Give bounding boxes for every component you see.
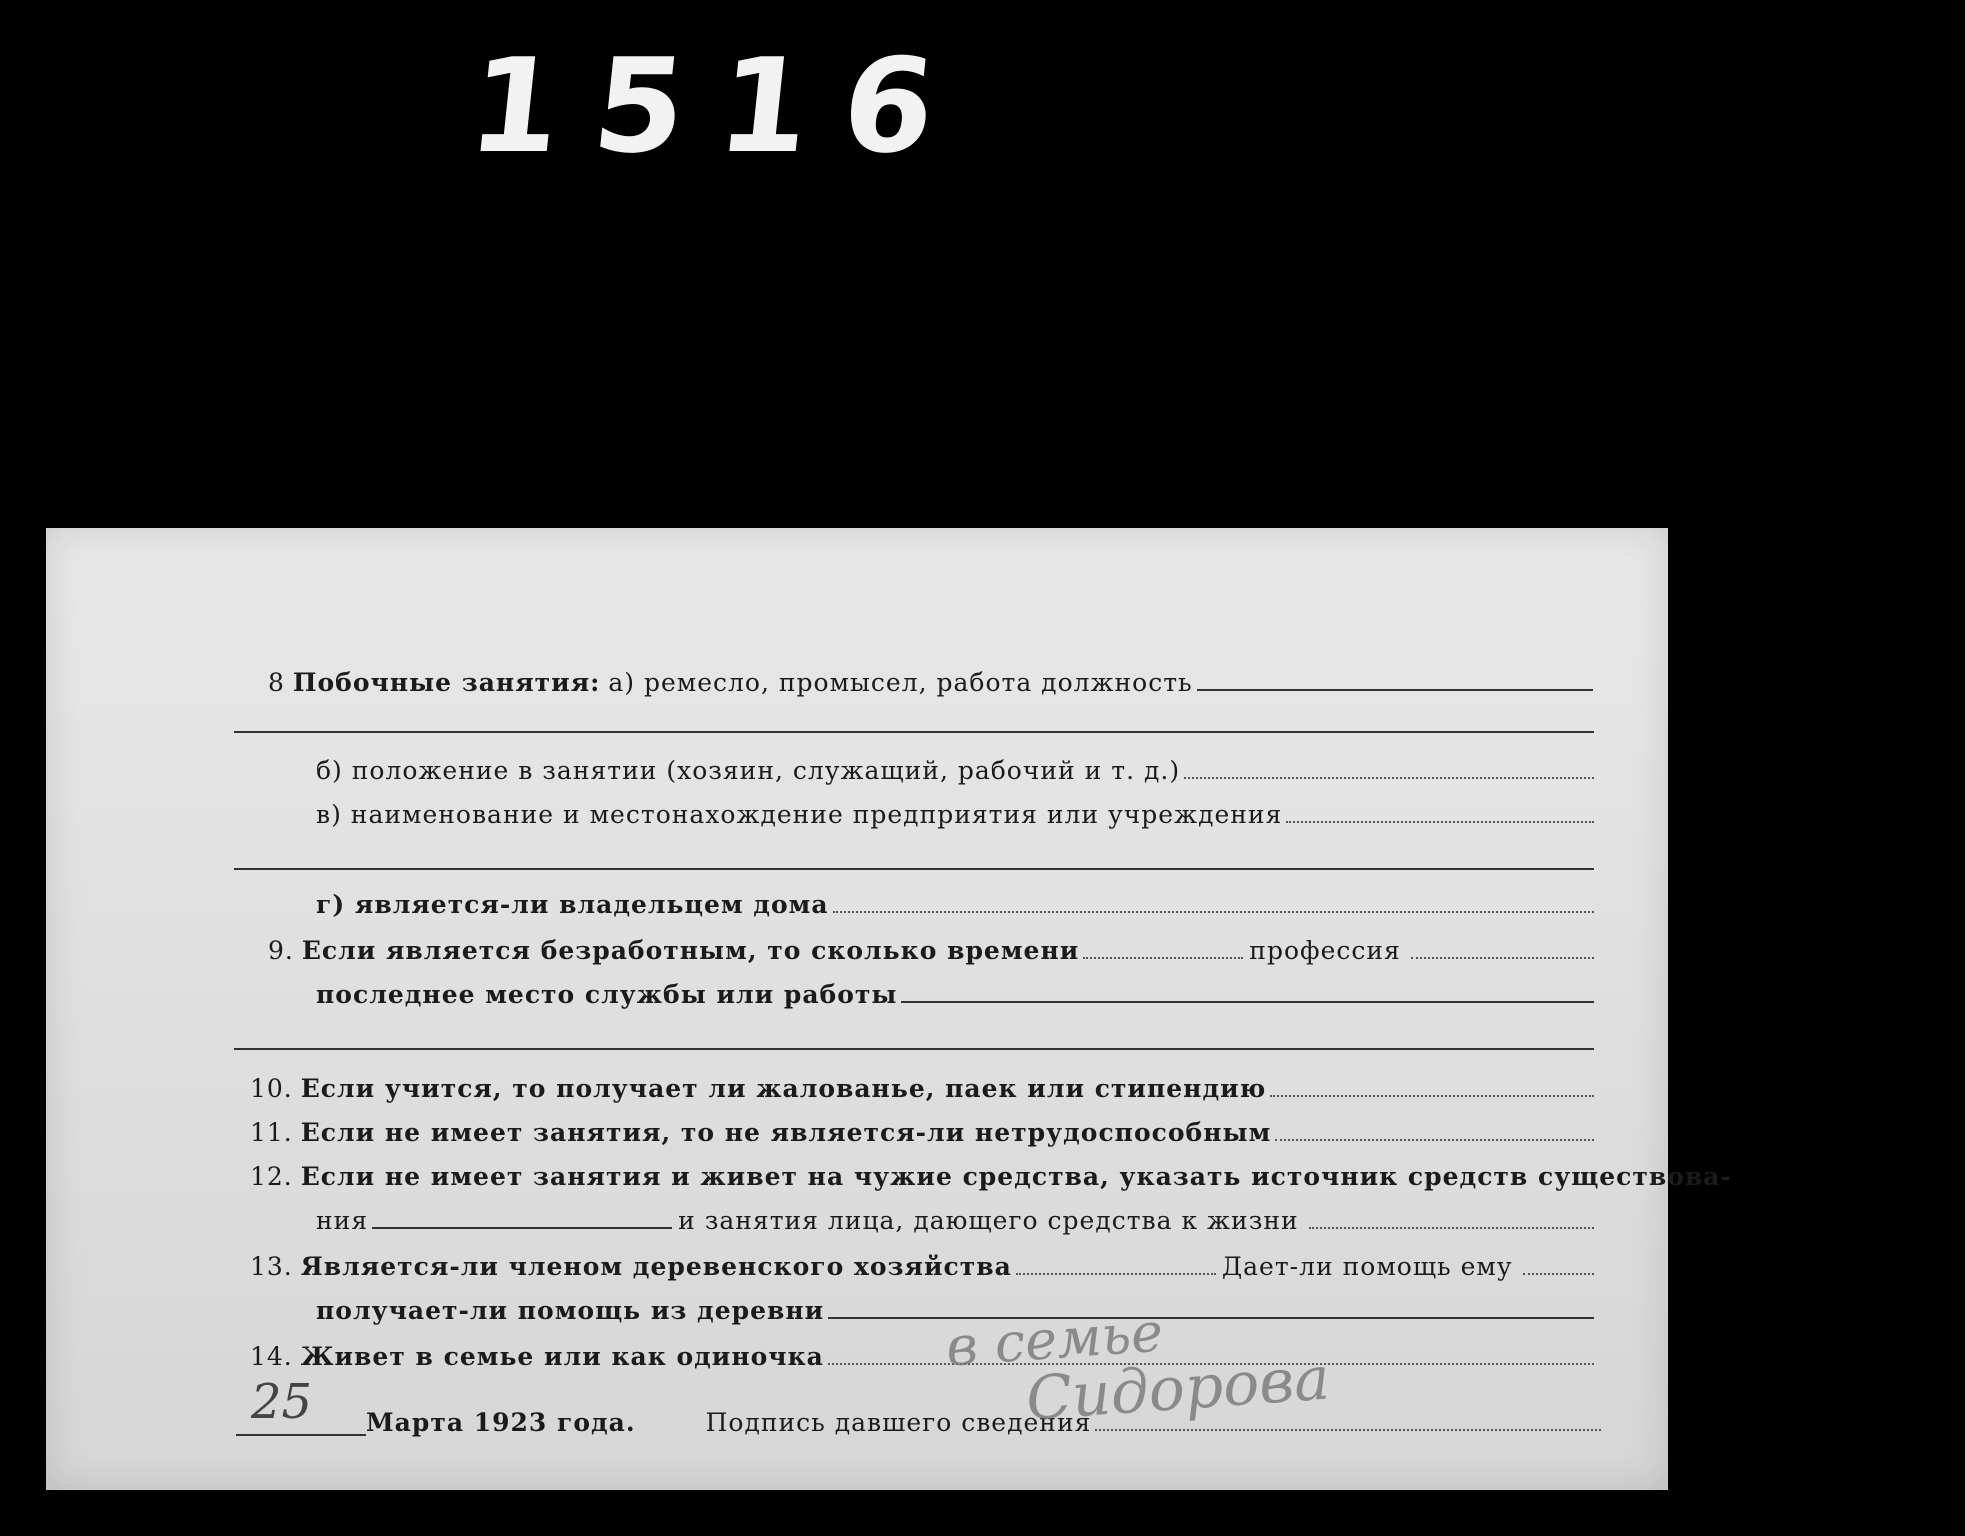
q12b-start: ния <box>316 1206 369 1235</box>
q8-number: 8 <box>268 668 285 697</box>
q13b-field <box>828 1299 1594 1319</box>
frame-number: 1516 <box>462 30 976 182</box>
q9-continuation-line <box>234 1048 1594 1050</box>
date-text: Марта 1923 года. <box>366 1408 636 1437</box>
q9-time-field <box>1083 939 1243 959</box>
question-8g <box>316 890 1594 919</box>
q14-label: Живет в семье или как одиночка <box>300 1342 824 1371</box>
question-12b <box>316 1206 1594 1235</box>
q13-member-field <box>1016 1255 1216 1275</box>
question-11 <box>250 1118 1594 1147</box>
q10-number: 10. <box>250 1074 293 1103</box>
census-card <box>46 528 1732 1490</box>
q8b-field <box>1184 759 1594 779</box>
q10-label: Если учится, то получает ли жалованье, паек или стипендию <box>300 1074 1267 1103</box>
q12-label: Если не имеет занятия и живет на чужие средства, указать источник средств существова- <box>300 1162 1732 1191</box>
question-8b <box>316 756 1594 785</box>
q11-label: Если не имеет занятия, то не является-ли нетрудоспособным <box>300 1118 1272 1147</box>
q14-number: 14. <box>250 1342 293 1371</box>
q13b-label: получает-ли помощь из деревни <box>316 1296 825 1325</box>
q9-label: Если является безработным, то сколько времени <box>301 936 1080 965</box>
q8v-label: в) наименование и местонахождение предприятия или учреждения <box>316 800 1283 829</box>
q12-number: 12. <box>250 1162 293 1191</box>
q12b-label: и занятия лица, дающего средства к жизни <box>678 1206 1299 1235</box>
signature-label: Подпись давшего сведения <box>705 1408 1092 1437</box>
question-10 <box>250 1074 1594 1103</box>
q8v-field <box>1286 803 1594 823</box>
q9-number: 9. <box>268 936 294 965</box>
handwritten-signature: Сидорова <box>1023 1343 1333 1435</box>
q13-label: Является-ли членом деревенского хозяйства <box>300 1252 1012 1281</box>
q8-a-label: а) ремесло, промысел, работа должность <box>608 668 1193 697</box>
q10-field <box>1270 1077 1594 1097</box>
question-14 <box>250 1342 1594 1371</box>
q13-help-label: Дает-ли помощь ему <box>1221 1252 1513 1281</box>
q13-number: 13. <box>250 1252 293 1281</box>
q8g-label: г) является-ли владельцем дома <box>316 890 829 919</box>
q12-source-field <box>372 1209 672 1229</box>
q14-handwritten-answer: в семье <box>944 1300 1165 1379</box>
question-9b <box>316 980 1594 1009</box>
q8-a-field <box>1197 671 1593 691</box>
date-day: 25 <box>251 1374 313 1430</box>
q9-profession-label: профессия <box>1249 936 1401 965</box>
q8v-continuation-line <box>234 868 1594 870</box>
question-8v <box>316 800 1594 829</box>
q8b-label: б) положение в занятии (хозяин, служащий, рабочий и т. д.) <box>316 756 1181 785</box>
q9b-label: последнее место службы или работы <box>316 980 898 1009</box>
q11-field <box>1275 1121 1594 1141</box>
q9-profession-field <box>1411 939 1594 959</box>
question-13 <box>250 1252 1594 1281</box>
question-9 <box>268 936 1594 965</box>
question-12 <box>250 1162 1732 1191</box>
q11-number: 11. <box>250 1118 293 1147</box>
question-8 <box>268 668 1593 697</box>
q8-label: Побочные занятия: <box>292 668 601 697</box>
footer-row <box>366 1408 1601 1437</box>
date-underline <box>236 1434 366 1436</box>
q13-help-field <box>1523 1255 1594 1275</box>
q12-occupation-field <box>1309 1209 1594 1229</box>
q9b-field <box>901 983 1594 1003</box>
q8g-field <box>833 893 1594 913</box>
q8-continuation-line <box>234 731 1594 733</box>
